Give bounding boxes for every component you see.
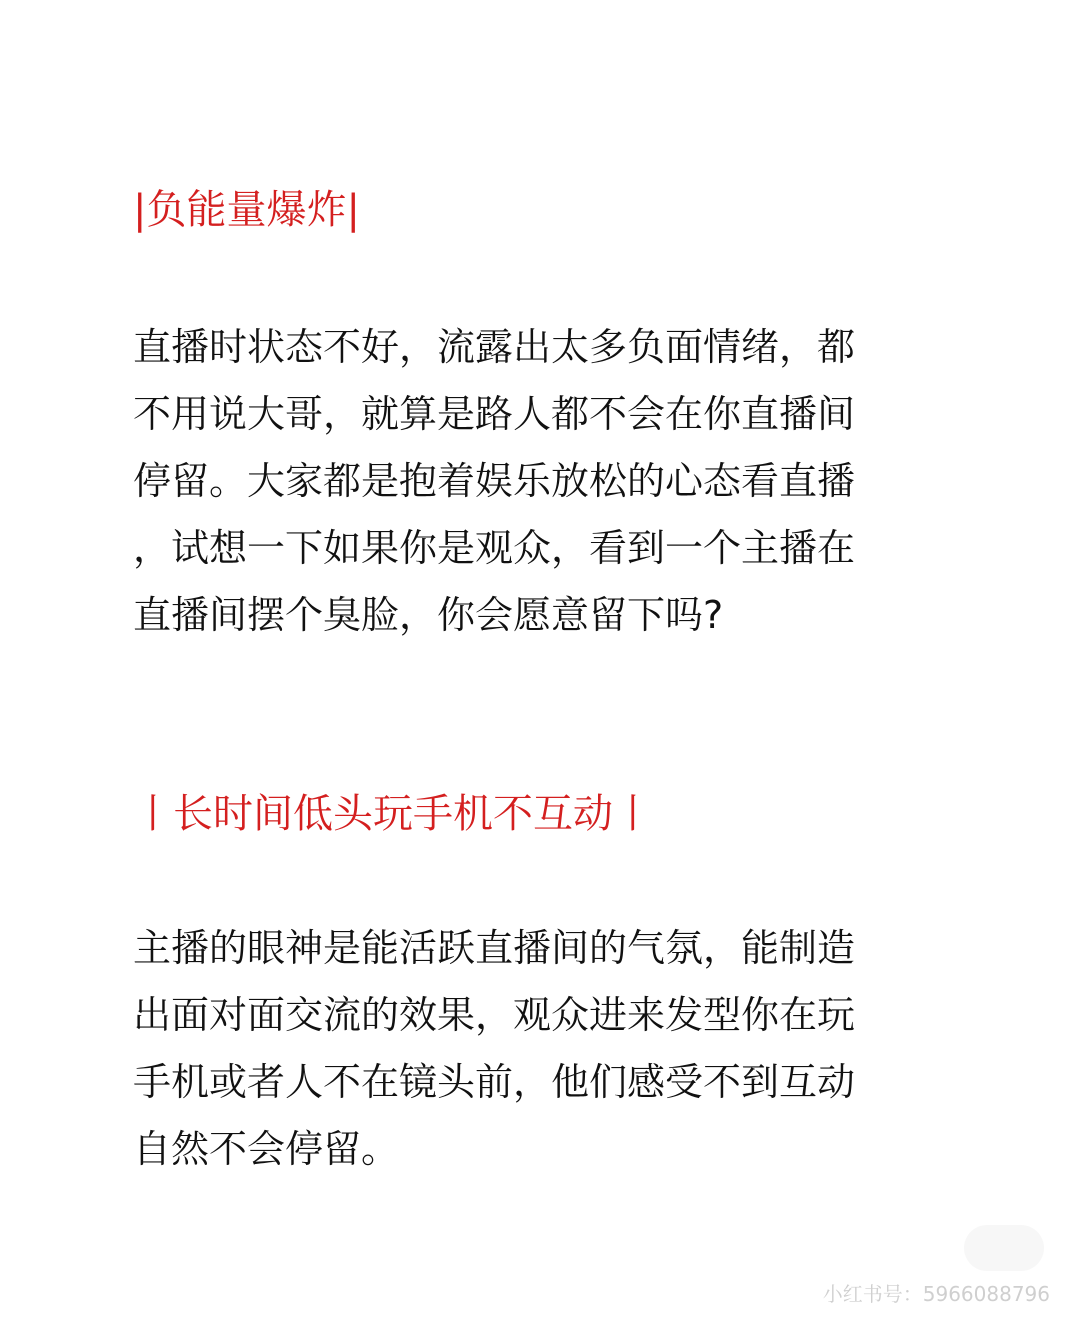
paragraph-line: 直播间摆个臭脸，你会愿意留下吗? <box>133 593 724 637</box>
paragraph-line: 自然不会停留。 <box>133 1127 400 1171</box>
section-paragraph-no-interaction <box>133 915 963 1183</box>
section-heading-no-interaction: 丨长时间低头玩手机不互动丨 <box>133 791 653 837</box>
watermark-logo-icon <box>964 1225 1044 1271</box>
paragraph-line: 主播的眼神是能活跃直播间的气氛，能制造 <box>133 926 856 970</box>
paragraph-line: 停留。大家都是抱着娱乐放松的心态看直播 <box>133 459 856 503</box>
section-paragraph-negative-energy <box>133 314 963 649</box>
watermark-account-id: 小红书号：5966088796 <box>822 1282 1050 1306</box>
section-heading-negative-energy: |负能量爆炸| <box>133 187 360 233</box>
paragraph-line: 不用说大哥，就算是路人都不会在你直播间 <box>133 392 856 436</box>
paragraph-line: ，试想一下如果你是观众，看到一个主播在 <box>133 526 856 570</box>
paragraph-line: 直播时状态不好，流露出太多负面情绪，都 <box>133 325 856 369</box>
paragraph-line: 出面对面交流的效果，观众进来发型你在玩 <box>133 993 856 1037</box>
paragraph-line: 手机或者人不在镜头前，他们感受不到互动 <box>133 1060 856 1104</box>
